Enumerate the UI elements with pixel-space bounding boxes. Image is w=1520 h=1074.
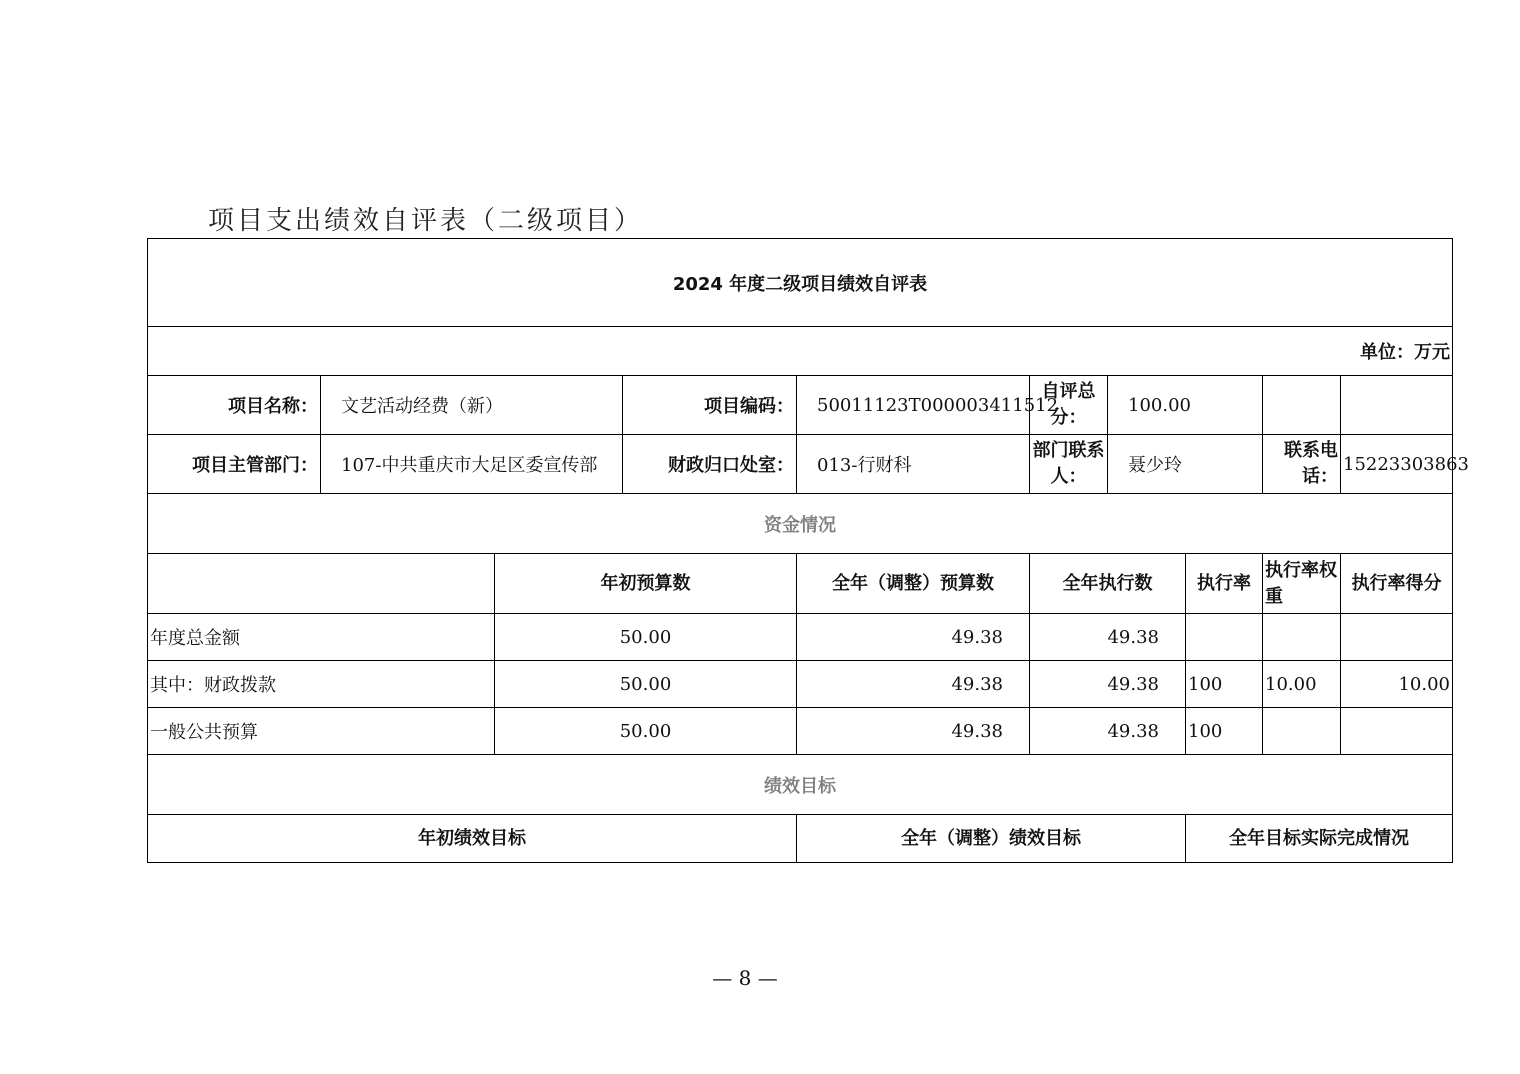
- row-adjusted: 49.38: [797, 614, 1030, 661]
- row-weight: [1263, 614, 1341, 661]
- unit-label: 单位：万元: [148, 327, 1453, 376]
- funding-header-adjusted: 全年（调整）预算数: [797, 554, 1030, 614]
- table-title: 2024 年度二级项目绩效自评表: [148, 239, 1453, 327]
- funding-header-weight: 执行率权重: [1263, 554, 1341, 614]
- row-name: 一般公共预算: [148, 708, 495, 755]
- project-code-label: 项目编码：: [623, 376, 797, 435]
- funding-header-initial: 年初预算数: [495, 554, 797, 614]
- document-caption: 项目支出绩效自评表（二级项目）: [208, 206, 644, 236]
- row-rate: 100: [1186, 708, 1263, 755]
- project-code-value: 50011123T000003411512: [797, 376, 1030, 435]
- row-adjusted: 49.38: [797, 708, 1030, 755]
- row-executed: 49.38: [1030, 614, 1186, 661]
- empty-cell: [1341, 376, 1453, 435]
- dept-label: 项目主管部门：: [148, 435, 321, 494]
- row-initial: 50.00: [495, 708, 797, 755]
- contact-label: 部门联系人：: [1030, 435, 1108, 494]
- row-rate: [1186, 614, 1263, 661]
- row-executed: 49.38: [1030, 661, 1186, 708]
- empty-cell: [1263, 376, 1341, 435]
- project-name-label: 项目名称：: [148, 376, 321, 435]
- row-initial: 50.00: [495, 661, 797, 708]
- goals-header-adjusted: 全年（调整）绩效目标: [797, 815, 1186, 863]
- funding-header-rate: 执行率: [1186, 554, 1263, 614]
- goals-header-actual: 全年目标实际完成情况: [1186, 815, 1453, 863]
- finance-office-label: 财政归口处室：: [623, 435, 797, 494]
- row-rate: 100: [1186, 661, 1263, 708]
- finance-office-value: 013-行财科: [797, 435, 1030, 494]
- phone-value: 15223303863: [1341, 435, 1453, 494]
- phone-label: 联系电话：: [1263, 435, 1341, 494]
- goals-header-initial: 年初绩效目标: [148, 815, 797, 863]
- funding-header-score: 执行率得分: [1341, 554, 1453, 614]
- row-initial: 50.00: [495, 614, 797, 661]
- row-name: 其中：财政拨款: [148, 661, 495, 708]
- contact-value: 聂少玲: [1108, 435, 1263, 494]
- row-score: 10.00: [1341, 661, 1453, 708]
- row-adjusted: 49.38: [797, 661, 1030, 708]
- project-name-value: 文艺活动经费（新）: [321, 376, 623, 435]
- row-executed: 49.38: [1030, 708, 1186, 755]
- table-row: [148, 708, 1453, 755]
- funding-header-executed: 全年执行数: [1030, 554, 1186, 614]
- row-score: [1341, 614, 1453, 661]
- row-score: [1341, 708, 1453, 755]
- evaluation-table: [147, 238, 1469, 863]
- table-row: [148, 661, 1453, 708]
- dept-value: 107-中共重庆市大足区委宣传部: [321, 435, 623, 494]
- funding-section-title: 资金情况: [148, 494, 1453, 554]
- row-weight: [1263, 708, 1341, 755]
- page-number: — 8 —: [712, 966, 778, 990]
- funding-header-blank: [148, 554, 495, 614]
- self-score-value: 100.00: [1108, 376, 1263, 435]
- table-row: [148, 614, 1453, 661]
- row-weight: 10.00: [1263, 661, 1341, 708]
- self-score-label: 自评总分：: [1030, 376, 1108, 435]
- row-name: 年度总金额: [148, 614, 495, 661]
- goals-section-title: 绩效目标: [148, 755, 1453, 815]
